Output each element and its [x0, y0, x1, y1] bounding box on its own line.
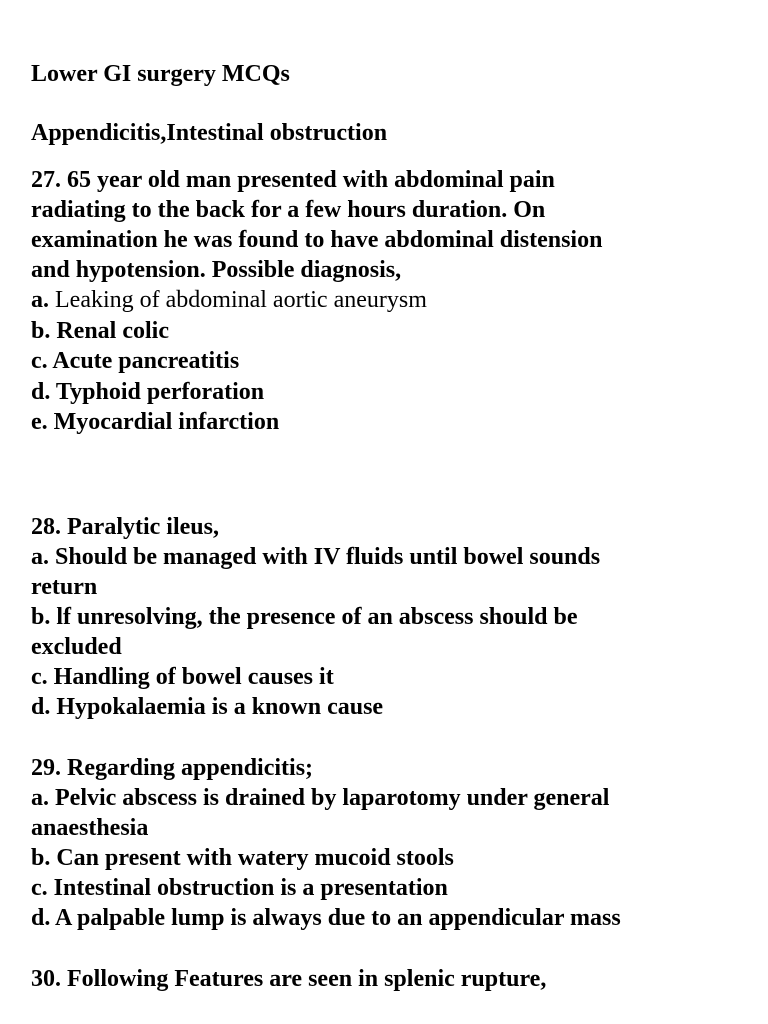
document-title: Lower GI surgery MCQs — [31, 61, 290, 87]
question-29 — [31, 753, 621, 933]
option-d: d. A palpable lump is always due to an appendicular mass — [31, 905, 621, 931]
option-c: c. Handling of bowel causes it — [31, 664, 334, 690]
option-b-continuation: excluded — [31, 634, 122, 660]
option-d: d. Hypokalaemia is a known cause — [31, 694, 384, 720]
option-b: b. Renal colic — [31, 317, 169, 344]
option-b: b. lf unresolving, the presence of an abscess should be — [31, 604, 578, 630]
question-28 — [31, 512, 600, 722]
option-a-continuation: return — [31, 574, 98, 600]
question-stem-line: radiating to the back for a few hours duration. On — [31, 197, 546, 223]
section-subtitle: Appendicitis,Intestinal obstruction — [31, 120, 388, 146]
option-e: e. Myocardial infarction — [31, 409, 280, 435]
question-stem-line: 27. 65 year old man presented with abdominal pain — [31, 167, 555, 193]
question-stem-line: examination he was found to have abdominal distension — [31, 227, 603, 253]
option-a-continuation: anaesthesia — [31, 815, 149, 841]
option-a — [31, 285, 602, 316]
option-d: d. Typhoid perforation — [31, 378, 265, 405]
option-a: a. Pelvic abscess is drained by laparotomy under general — [31, 785, 610, 811]
option-a-letter: a. — [31, 287, 49, 313]
question-27 — [31, 165, 602, 438]
question-stem-line: 30. Following Features are seen in splenic rupture, — [31, 966, 547, 992]
question-stem-line: and hypotension. Possible diagnosis, — [31, 257, 402, 283]
option-a: a. Should be managed with IV fluids until bowel sounds — [31, 544, 601, 570]
option-a-text: Leaking of abdominal aortic aneurysm — [49, 287, 427, 313]
option-b: b. Can present with watery mucoid stools — [31, 845, 454, 871]
question-stem-line: 29. Regarding appendicitis; — [31, 755, 314, 781]
question-30 — [31, 964, 546, 994]
question-stem-line: 28. Paralytic ileus, — [31, 514, 219, 540]
option-c: c. Intestinal obstruction is a presentation — [31, 875, 448, 901]
option-c: c. Acute pancreatitis — [31, 348, 240, 374]
